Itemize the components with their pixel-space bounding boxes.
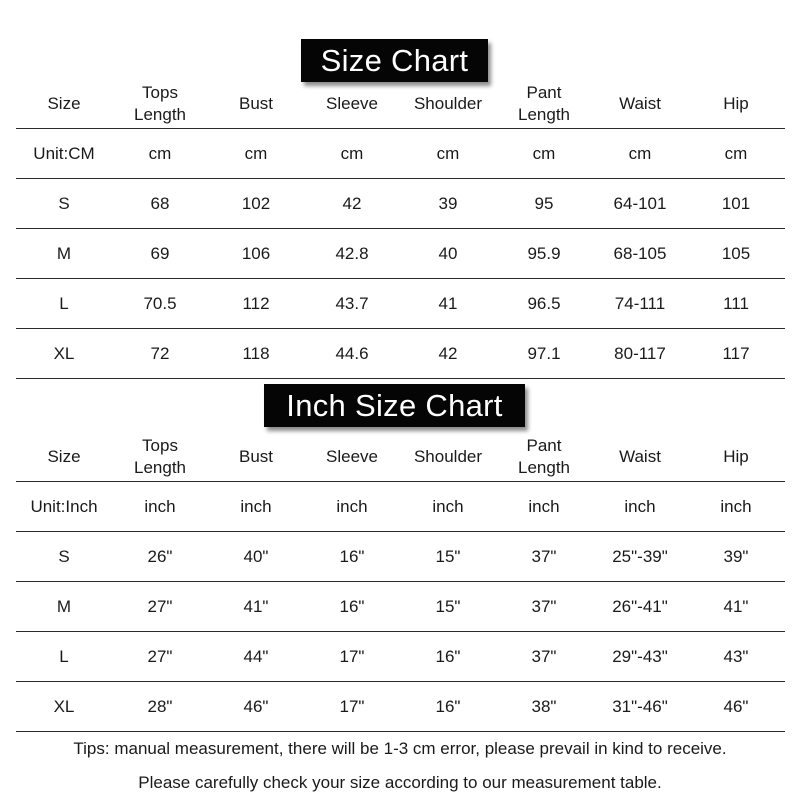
table-cell: 80-117: [614, 343, 666, 363]
header-cell: Tops Length: [134, 436, 186, 477]
table-cell: inch: [432, 496, 464, 516]
table-header-row: [16, 433, 785, 482]
table-row: [16, 329, 785, 379]
table-cell: 95.9: [527, 243, 561, 263]
table-cell: cm: [532, 143, 556, 163]
table-cell: cm: [436, 143, 460, 163]
table-cell: 25"-39": [612, 546, 668, 566]
table-cell: 28": [147, 696, 173, 716]
table-cell: 42: [342, 193, 362, 213]
size-label-cell: Unit:Inch: [30, 496, 98, 516]
table-cell: 15": [435, 596, 461, 616]
inch-chart-title: Inch Size Chart: [264, 384, 525, 427]
table-cell: inch: [720, 496, 752, 516]
table-cell: 106: [241, 243, 271, 263]
table-cell: cm: [340, 143, 364, 163]
header-cell: Shoulder: [413, 447, 483, 466]
table-cell: cm: [724, 143, 748, 163]
tips-line-1: Tips: manual measurement, there will be 1-3 cm error, please prevail in kind to receive.: [73, 739, 727, 758]
table-cell: 40: [438, 243, 458, 263]
table-cell: 72: [150, 343, 170, 363]
table-cell: 70.5: [143, 293, 177, 313]
table-row: [16, 179, 785, 229]
table-cell: 37": [531, 546, 557, 566]
header-cell: Pant Length: [518, 83, 570, 124]
table-cell: inch: [336, 496, 368, 516]
header-cell: Size: [47, 447, 81, 466]
table-cell: 16": [435, 646, 461, 666]
header-cell: Bust: [238, 447, 274, 466]
table-cell: 37": [531, 596, 557, 616]
header-cell: Hip: [723, 447, 749, 466]
table-cell: 105: [721, 243, 751, 263]
cm-size-table: [16, 80, 785, 379]
table-cell: inch: [144, 496, 176, 516]
table-cell: 39": [723, 546, 749, 566]
cm-table-body: [16, 129, 785, 379]
table-cell: 37": [531, 646, 557, 666]
header-cell: Sleeve: [326, 447, 378, 466]
table-cell: 39: [438, 193, 458, 213]
header-cell: Waist: [619, 447, 661, 466]
table-cell: 64-101: [613, 193, 667, 213]
table-cell: inch: [240, 496, 272, 516]
table-cell: cm: [628, 143, 652, 163]
table-cell: 46": [243, 696, 269, 716]
table-cell: 68-105: [613, 243, 667, 263]
table-cell: 16": [339, 546, 365, 566]
table-cell: 44": [243, 646, 269, 666]
table-cell: 46": [723, 696, 749, 716]
unit-row: [16, 129, 785, 179]
table-cell: 41: [438, 293, 458, 313]
size-label-cell: L: [59, 293, 69, 313]
table-cell: 38": [531, 696, 557, 716]
table-cell: 42: [438, 343, 458, 363]
header-cell: Waist: [619, 94, 661, 113]
table-cell: 43": [723, 646, 749, 666]
size-label-cell: M: [56, 596, 72, 616]
table-cell: cm: [244, 143, 268, 163]
table-cell: 69: [150, 243, 170, 263]
header-cell: Pant Length: [518, 436, 570, 477]
table-cell: 112: [242, 293, 270, 313]
size-label-cell: XL: [53, 696, 75, 716]
table-cell: 97.1: [527, 343, 561, 363]
table-cell: 96.5: [527, 293, 561, 313]
table-cell: 74-111: [614, 293, 666, 313]
table-cell: 41": [243, 596, 269, 616]
inch-size-table: [16, 433, 785, 732]
table-cell: 15": [435, 546, 461, 566]
table-row: [16, 582, 785, 632]
table-cell: 102: [241, 193, 271, 213]
table-cell: inch: [624, 496, 656, 516]
table-cell: 16": [339, 596, 365, 616]
table-cell: cm: [148, 143, 172, 163]
table-cell: 27": [147, 596, 173, 616]
table-cell: 101: [721, 193, 751, 213]
table-cell: 41": [723, 596, 749, 616]
table-cell: 117: [722, 343, 750, 363]
header-cell: Bust: [238, 94, 274, 113]
table-cell: 42.8: [335, 243, 369, 263]
table-row: [16, 632, 785, 682]
header-cell: Size: [47, 94, 81, 113]
table-cell: 26": [147, 546, 173, 566]
cm-chart-title: Size Chart: [301, 39, 488, 82]
table-cell: 43.7: [335, 293, 369, 313]
unit-row: [16, 482, 785, 532]
table-cell: 17": [339, 646, 365, 666]
tips-line-2: Please carefully check your size according to our measurement table.: [138, 773, 662, 792]
inch-table-body: [16, 482, 785, 732]
table-cell: 27": [147, 646, 173, 666]
table-cell: 118: [242, 343, 270, 363]
header-cell: Hip: [723, 94, 749, 113]
table-row: [16, 279, 785, 329]
table-cell: 40": [243, 546, 269, 566]
table-row: [16, 682, 785, 732]
table-cell: 16": [435, 696, 461, 716]
table-header-row: [16, 80, 785, 129]
table-row: [16, 229, 785, 279]
table-cell: 17": [339, 696, 365, 716]
size-label-cell: M: [56, 243, 72, 263]
table-cell: inch: [528, 496, 560, 516]
header-cell: Shoulder: [413, 94, 483, 113]
table-cell: 44.6: [335, 343, 369, 363]
table-cell: 26"-41": [612, 596, 668, 616]
size-label-cell: S: [58, 193, 70, 213]
table-row: [16, 532, 785, 582]
header-cell: Tops Length: [134, 83, 186, 124]
table-cell: 29"-43": [612, 646, 668, 666]
size-label-cell: XL: [53, 343, 75, 363]
table-cell: 95: [534, 193, 554, 213]
table-cell: 31"-46": [612, 696, 668, 716]
header-cell: Sleeve: [326, 94, 378, 113]
size-label-cell: Unit:CM: [33, 143, 95, 163]
table-cell: 111: [723, 293, 749, 313]
size-label-cell: L: [59, 646, 69, 666]
table-cell: 68: [150, 193, 170, 213]
size-label-cell: S: [58, 546, 70, 566]
